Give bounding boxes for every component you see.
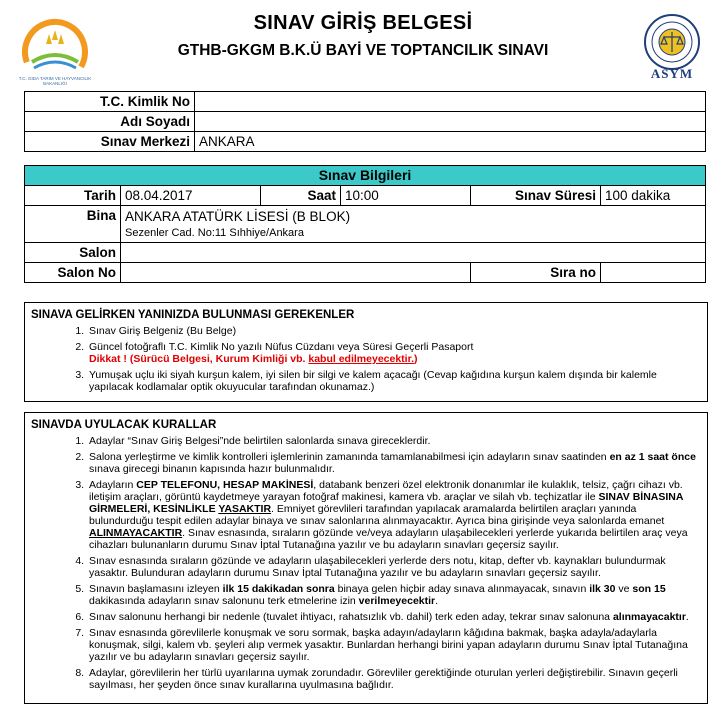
rules-box — [24, 412, 708, 704]
duration-value: 100 dakika — [601, 186, 706, 206]
time-value: 10:00 — [341, 186, 471, 206]
rule-6-bold: alınmayacaktır — [612, 611, 686, 623]
id-warning — [89, 353, 418, 365]
list-item — [87, 627, 699, 663]
rule-3-forbidden: YASAKTIR — [218, 503, 272, 515]
ministry-logo-text: T.C. GIDA TARIM VE HAYVANCILIK BAKANLIĞI — [18, 76, 92, 86]
rule-5-mid: binaya gelen hiçbir aday sınava alınmayacak, sınavın — [334, 583, 590, 595]
asym-logo-text: ASYM — [650, 66, 694, 81]
rule-3-devices: CEP TELEFONU, HESAP MAKİNESİ — [136, 479, 314, 491]
hall-value — [121, 243, 706, 263]
exam-info-heading: Sınav Bilgileri — [25, 166, 706, 186]
rule-5-and: ve — [615, 583, 633, 595]
rule-3-list: , databank benzeri özel elektronik donanımlar ile kulaklık, telsiz, çağrı cihazı vb. iletişim araçları, görüntü kaydetmeye yarayan fotoğraf makinesi, kamera vb. araçlar ve silah vb. teçhizatlar ile — [89, 479, 683, 503]
rule-5-last: son 15 — [632, 583, 666, 595]
building-label: Bina — [25, 206, 121, 243]
rules-list — [25, 435, 707, 691]
rule-3-rest: . Sınav esnasında, sıraların gözünde ve/veya adayların ulaşabilecekleri yerlerde yukarıda belirtilen araç veya cihazları bulunanların durumu Sınav İptal Tutanağına yazılır ve bu adayların sınavları geçersiz sayılır. — [89, 527, 688, 551]
rule-5-leave: dakikasında adayların sınav salonunu terk etmelerine izin — [89, 595, 359, 607]
name-value — [195, 112, 706, 132]
duration-label: Sınav Süresi — [471, 186, 601, 206]
warning-text: Dikkat ! (Sürücü Belgesi, Kurum Kimliği vb. — [89, 353, 309, 365]
document-title: SINAV GİRİŞ BELGESİ — [253, 12, 473, 34]
exam-info-table — [24, 165, 706, 283]
rule-3-text: Adayların — [89, 479, 137, 491]
rule-6-text: Sınav salonunu herhangi bir nedenle (tuvalet ihtiyacı, rahatsızlık vb. dahil) terk eden aday, tekrar sınav salonuna — [89, 611, 613, 623]
rule-4: Sınav esnasında sıraların gözünde ve adayların ulaşabilecekleri yerlerde ders notu, kitap, defter vb. kaynakları bulundurmak yasaktır. Bulunduran adayların durumu Sınav İptal Tutanağına yazılır ve bu adayların sınavları geçersiz sayılır. — [89, 555, 666, 579]
list-item — [87, 555, 699, 579]
hall-label: Salon — [25, 243, 121, 263]
warning-emphasis: kabul edilmeyecektir. — [308, 353, 415, 365]
rule-5-not-allowed: verilmeyecektir — [358, 595, 436, 607]
rule-8: Adaylar, görevlilerin her türlü uyarılarına uymak zorundadır. Görevliler gerektiğinde oturulan yerleri değiştirebilir. Sınavın geçerli sayılması, her şeyden önce sınav kurallarına uyulmasına bağlıdır. — [89, 667, 678, 691]
rule-2-rest: sınava girecegi binanın kapısında hazır bulunmalıdır. — [89, 463, 335, 475]
rule-5-end: . — [435, 595, 439, 607]
rule-3-no-deposit: ALINMAYACAKTIR — [89, 527, 183, 539]
warning-close: ) — [414, 353, 418, 365]
rule-7: Sınav esnasında görevlilerle konuşmak ve soru sormak, başka adayın/adayların kâğıdına bakmak, başka adayla/adaylarla konuşmak, silgi, kalem vb. şeyleri alıp vermek yasaktır. Bunlardan herhangi birini yapan adayların durumu Sınav İptal Tutanağına yazılır ve bu adayların sınavları geçersiz sayılır. — [89, 627, 688, 663]
requirement-3: Yumuşak uçlu iki siyah kurşun kalem, iyi silen bir silgi ve kalem açacağı (Cevap kağıdına kurşun kalem dışında bir kalemle yapılacak kodlamalar optik okuyucular tarafından okunamaz.) — [89, 369, 657, 393]
center-row — [25, 132, 706, 152]
list-item — [87, 435, 699, 447]
center-label: Sınav Merkezi — [25, 132, 195, 152]
hall-no-label: Salon No — [25, 263, 121, 283]
rule-5-late: ilk 15 dakikadan sonra — [222, 583, 335, 595]
row-no-label: Sıra no — [471, 263, 601, 283]
hall-no-value — [121, 263, 471, 283]
document-subtitle: GTHB-GKGM B.K.Ü BAYİ VE TOPTANCILIK SINAVI — [177, 42, 549, 59]
rules-title: SINAVDA UYULACAK KURALLAR — [31, 419, 217, 431]
requirements-list — [25, 325, 707, 393]
name-row — [25, 112, 706, 132]
requirements-box — [24, 302, 708, 402]
building-cell — [121, 206, 706, 243]
time-label: Saat — [261, 186, 341, 206]
rule-3-search: . Emniyet görevlileri tarafından yapılacak aramalarda belirtilen araçları yanında bulundurduğu tespit edilen adaylar binaya ve sınav salonlarına alınmayacaktır. Ayrıca bina girişinde veya salonlarda emanet — [89, 503, 665, 527]
list-item — [87, 451, 699, 475]
identity-table — [24, 91, 706, 152]
list-item — [87, 341, 699, 365]
list-item — [87, 667, 699, 691]
tc-label: T.C. Kimlik No — [25, 92, 195, 112]
building-value: ANKARA ATATÜRK LİSESİ (B BLOK) — [125, 209, 351, 224]
date-value: 08.04.2017 — [121, 186, 261, 206]
list-item — [87, 369, 699, 393]
date-label: Tarih — [25, 186, 121, 206]
list-item — [87, 583, 699, 607]
rule-3-ban: SINAV BİNASINA GİRMELERİ, KESİNLİKLE — [89, 491, 684, 515]
list-item — [87, 325, 699, 337]
building-address: Sezenler Cad. No:11 Sıhhiye/Ankara — [125, 227, 304, 239]
requirement-1: Sınav Giriş Belgeniz (Bu Belge) — [89, 325, 237, 337]
row-no-value — [601, 263, 706, 283]
rule-6-end: . — [685, 611, 689, 623]
name-label: Adı Soyadı — [25, 112, 195, 132]
rule-2-text: Salona yerleştirme ve kimlik kontrolleri işlemlerinin zamanında tamamlanabilmesi için adayların sınav saatinden — [89, 451, 610, 463]
rule-1: Adaylar “Sınav Giriş Belgesi”nde belirtilen salonlarda sınava gireceklerdir. — [89, 435, 431, 447]
center-value: ANKARA — [195, 132, 706, 152]
rule-5-first: ilk 30 — [589, 583, 616, 595]
tc-value — [195, 92, 706, 112]
tc-row — [25, 92, 706, 112]
requirement-2: Güncel fotoğraflı T.C. Kimlik No yazılı Nüfus Cüzdanı veya Süresi Geçerli Pasaport — [89, 341, 474, 353]
rule-2-bold: en az 1 saat önce — [609, 451, 696, 463]
rule-5-text: Sınavın başlamasını izleyen — [89, 583, 223, 595]
list-item — [87, 479, 699, 551]
requirements-title: SINAVA GELİRKEN YANINIZDA BULUNMASI GEREKENLER — [31, 309, 355, 321]
list-item — [87, 611, 699, 623]
